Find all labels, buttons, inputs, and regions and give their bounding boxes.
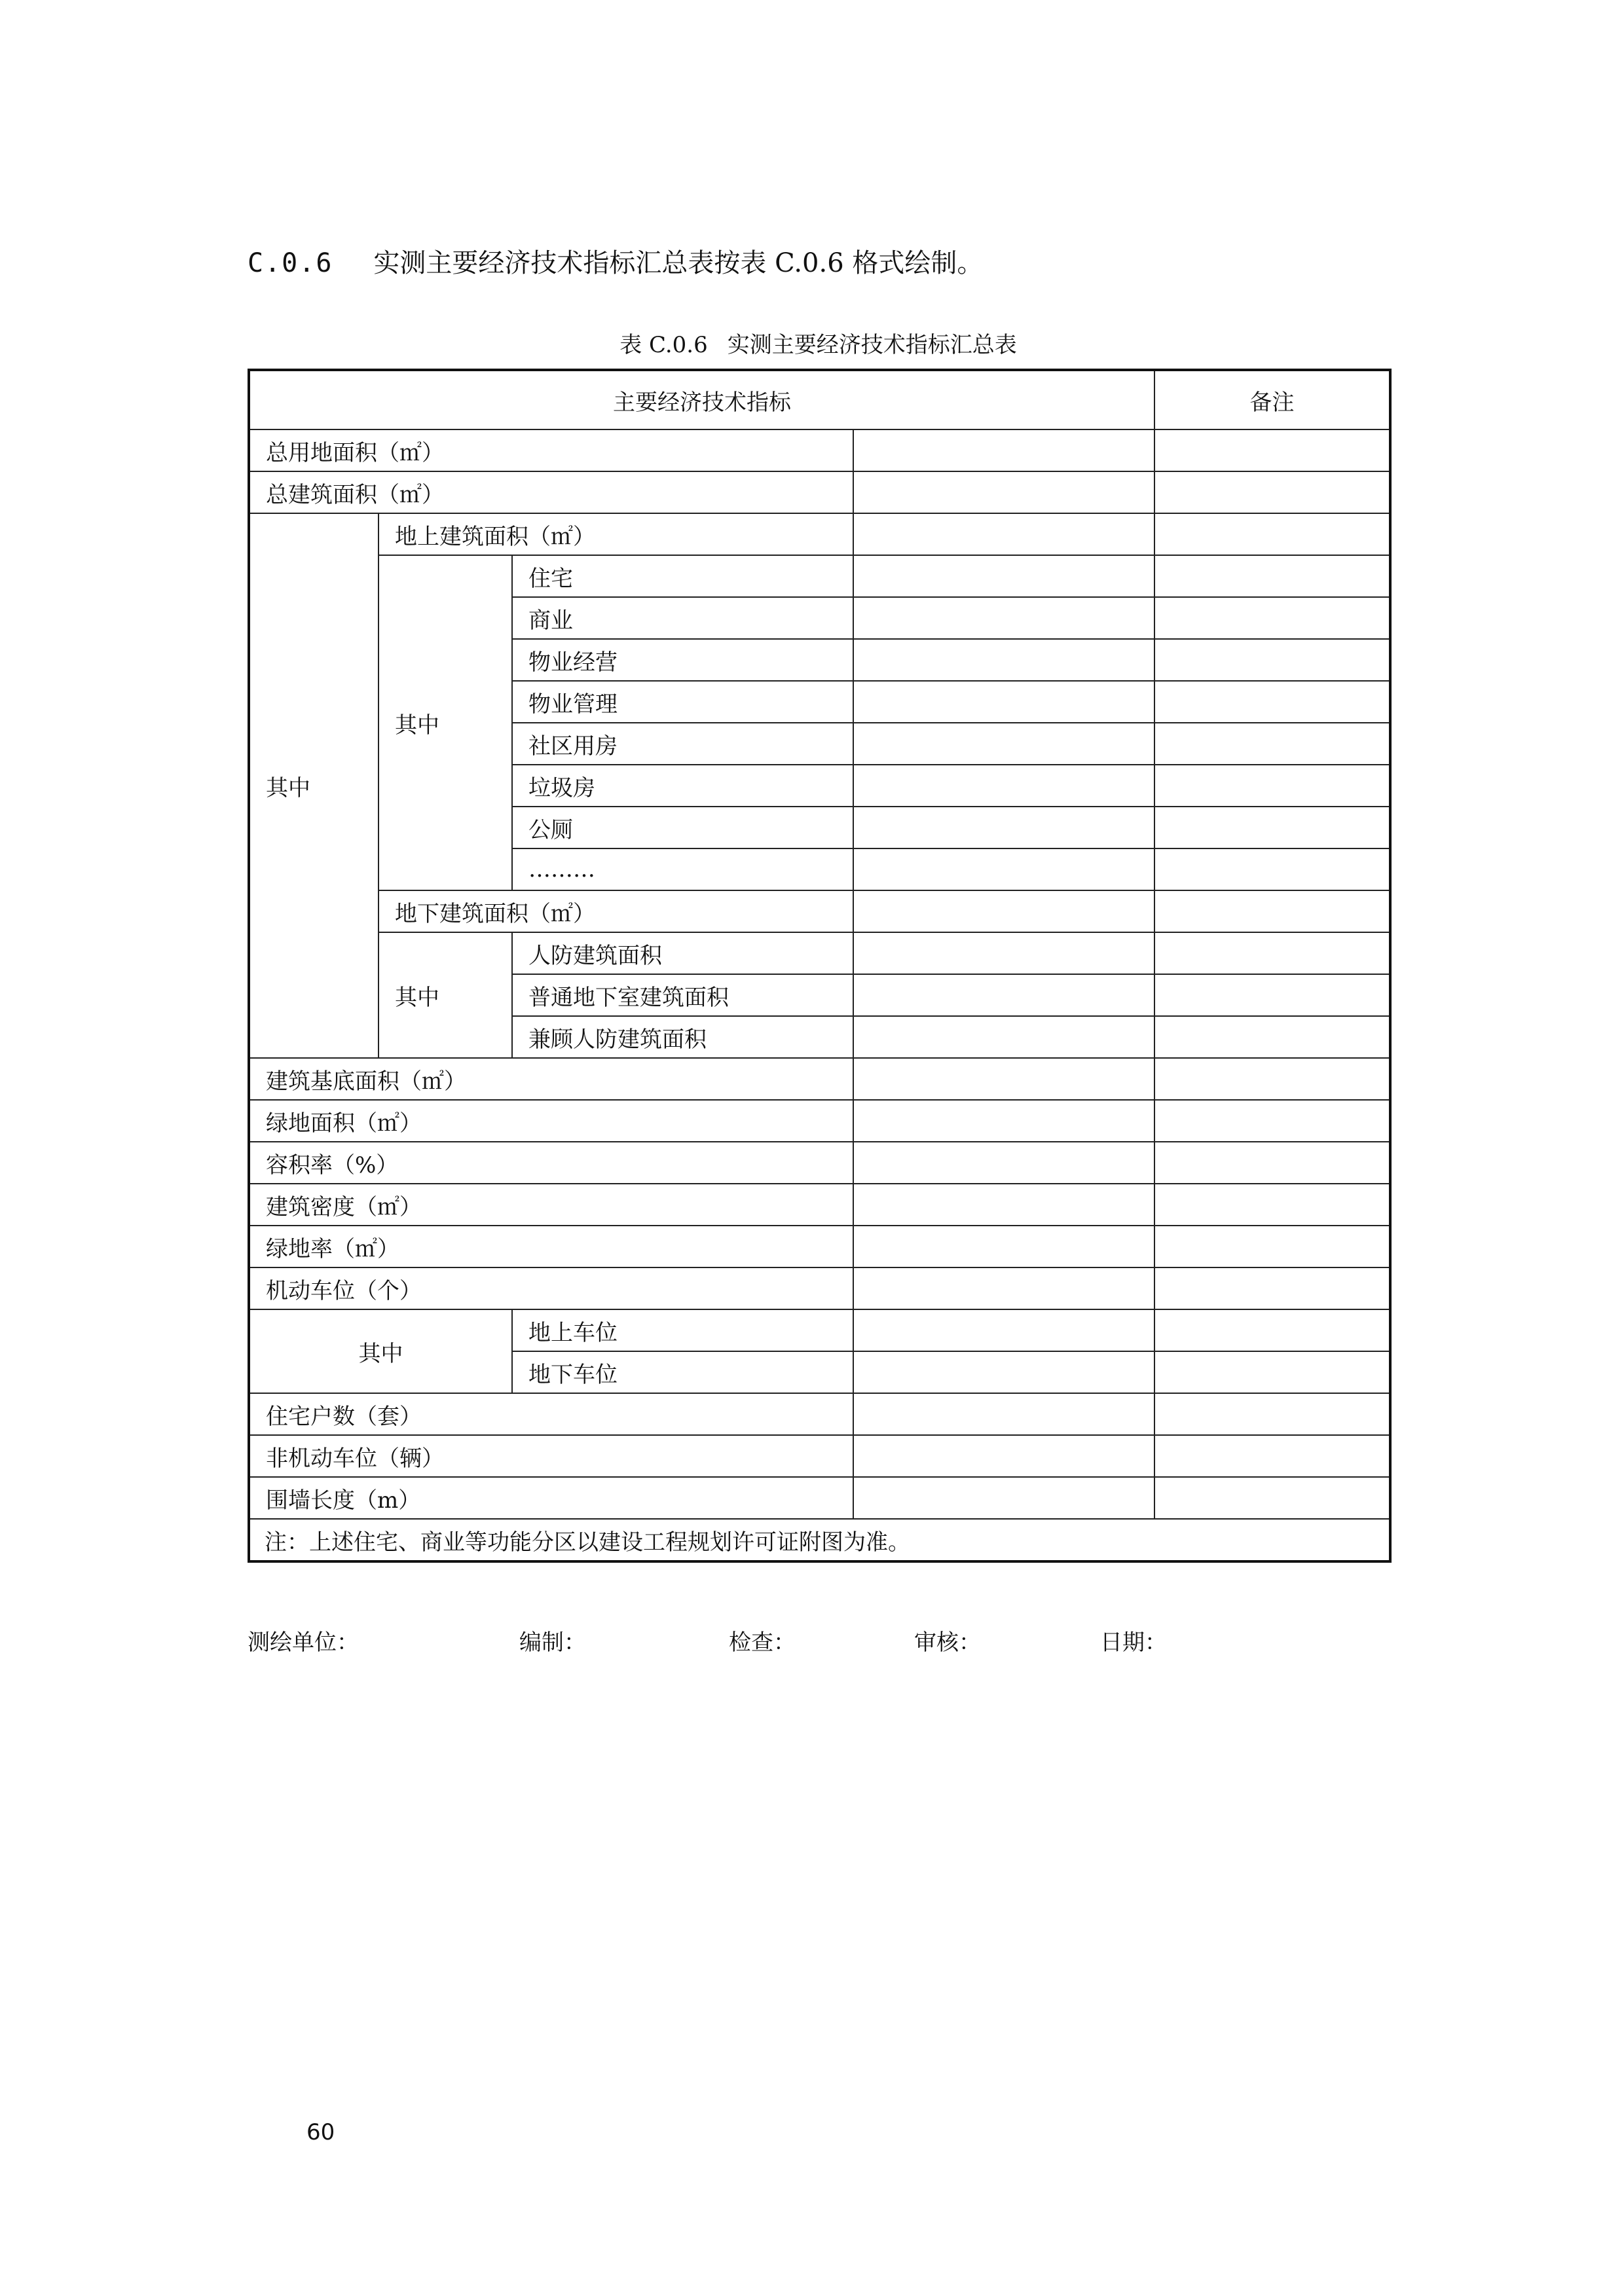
remark-cell <box>1154 723 1390 765</box>
row-label: 地上建筑面积（㎡） <box>378 513 853 555</box>
value-cell <box>853 555 1154 597</box>
value-cell <box>853 932 1154 974</box>
table-row <box>249 1058 1390 1100</box>
value-cell <box>853 1267 1154 1309</box>
table-row <box>249 1267 1390 1309</box>
remark-cell <box>1154 1393 1390 1435</box>
row-label: 公厕 <box>512 807 853 848</box>
row-label: 机动车位（个） <box>249 1267 853 1309</box>
row-label: 垃圾房 <box>512 765 853 807</box>
value-cell <box>853 681 1154 723</box>
value-cell <box>853 429 1154 471</box>
table-row <box>249 429 1390 471</box>
remark-cell <box>1154 1351 1390 1393</box>
table-note: 注：上述住宅、商业等功能分区以建设工程规划许可证附图为准。 <box>249 1519 1390 1561</box>
row-label: 建筑基底面积（㎡） <box>249 1058 853 1100</box>
remark-cell <box>1154 807 1390 848</box>
remark-cell <box>1154 471 1390 513</box>
header-indicator: 主要经济技术指标 <box>249 370 1154 429</box>
value-cell <box>853 597 1154 639</box>
table-row <box>249 1226 1390 1267</box>
value-cell <box>853 1393 1154 1435</box>
remark-cell <box>1154 429 1390 471</box>
section-text: 实测主要经济技术指标汇总表按表 C.0.6 格式绘制。 <box>373 248 984 278</box>
value-cell <box>853 807 1154 848</box>
group-label: 其中 <box>249 513 378 1058</box>
value-cell <box>853 1435 1154 1477</box>
table-note-row <box>249 1519 1390 1561</box>
date-label: 日期： <box>1100 1630 1167 1656</box>
checked-by-label: 检查： <box>729 1630 796 1656</box>
row-label: 兼顾人防建筑面积 <box>512 1016 853 1058</box>
table-row <box>249 1100 1390 1142</box>
reviewed-by-label: 审核： <box>914 1630 981 1656</box>
row-label: 住宅户数（套） <box>249 1393 853 1435</box>
remark-cell <box>1154 1142 1390 1184</box>
signature-row <box>0 1626 1624 1659</box>
value-cell <box>853 1058 1154 1100</box>
parking-group-label: 其中 <box>249 1309 512 1393</box>
row-label: 建筑密度（㎡） <box>249 1184 853 1226</box>
table-row <box>249 555 1390 597</box>
row-label: 普通地下室建筑面积 <box>512 974 853 1016</box>
value-cell <box>853 1351 1154 1393</box>
table-row <box>249 513 1390 555</box>
value-cell <box>853 513 1154 555</box>
value-cell <box>853 765 1154 807</box>
section-heading <box>248 244 983 283</box>
section-number: C.0.6 <box>248 248 333 278</box>
remark-cell <box>1154 513 1390 555</box>
value-cell <box>853 1016 1154 1058</box>
remark-cell <box>1154 1267 1390 1309</box>
header-remarks: 备注 <box>1154 370 1390 429</box>
value-cell <box>853 1477 1154 1519</box>
value-cell <box>853 848 1154 890</box>
table-caption <box>248 329 1389 361</box>
remark-cell <box>1154 681 1390 723</box>
remark-cell <box>1154 1058 1390 1100</box>
table-caption-number: 表 C.0.6 <box>619 332 708 358</box>
row-label: ……… <box>512 848 853 890</box>
value-cell <box>853 1100 1154 1142</box>
remark-cell <box>1154 1477 1390 1519</box>
remark-cell <box>1154 1435 1390 1477</box>
value-cell <box>853 1184 1154 1226</box>
subgroup-label: 其中 <box>378 555 512 890</box>
table-row <box>249 932 1390 974</box>
table-row <box>249 1477 1390 1519</box>
remark-cell <box>1154 974 1390 1016</box>
remark-cell <box>1154 1016 1390 1058</box>
remark-cell <box>1154 848 1390 890</box>
table-row <box>249 1309 1390 1351</box>
row-label: 总建筑面积（㎡） <box>249 471 853 513</box>
prepared-by-label: 编制： <box>519 1630 586 1656</box>
surveying-unit-label: 测绘单位： <box>248 1630 359 1656</box>
row-label: 住宅 <box>512 555 853 597</box>
row-label: 绿地面积（㎡） <box>249 1100 853 1142</box>
row-label: 地下建筑面积（㎡） <box>378 890 853 932</box>
row-label: 绿地率（㎡） <box>249 1226 853 1267</box>
remark-cell <box>1154 639 1390 681</box>
row-label: 商业 <box>512 597 853 639</box>
table-caption-title: 实测主要经济技术指标汇总表 <box>727 332 1017 358</box>
value-cell <box>853 1142 1154 1184</box>
row-label: 地上车位 <box>512 1309 853 1351</box>
page-number: 60 <box>306 2119 335 2145</box>
remark-cell <box>1154 1309 1390 1351</box>
value-cell <box>853 890 1154 932</box>
table-row <box>249 1184 1390 1226</box>
row-label: 人防建筑面积 <box>512 932 853 974</box>
table-row <box>249 1435 1390 1477</box>
remark-cell <box>1154 1226 1390 1267</box>
table-row <box>249 1393 1390 1435</box>
remark-cell <box>1154 555 1390 597</box>
indicator-table <box>248 369 1392 1563</box>
subgroup-label: 其中 <box>378 932 512 1058</box>
value-cell <box>853 1309 1154 1351</box>
remark-cell <box>1154 890 1390 932</box>
row-label: 围墙长度（m） <box>249 1477 853 1519</box>
row-label: 非机动车位（辆） <box>249 1435 853 1477</box>
remark-cell <box>1154 932 1390 974</box>
value-cell <box>853 471 1154 513</box>
remark-cell <box>1154 1184 1390 1226</box>
remark-cell <box>1154 597 1390 639</box>
row-label: 社区用房 <box>512 723 853 765</box>
row-label: 容积率（%） <box>249 1142 853 1184</box>
table-row <box>249 890 1390 932</box>
value-cell <box>853 723 1154 765</box>
row-label: 总用地面积（㎡） <box>249 429 853 471</box>
value-cell <box>853 974 1154 1016</box>
remark-cell <box>1154 1100 1390 1142</box>
table-header-row <box>249 370 1390 429</box>
row-label: 物业经营 <box>512 639 853 681</box>
value-cell <box>853 639 1154 681</box>
row-label: 物业管理 <box>512 681 853 723</box>
table-row <box>249 1142 1390 1184</box>
remark-cell <box>1154 765 1390 807</box>
row-label: 地下车位 <box>512 1351 853 1393</box>
table-row <box>249 471 1390 513</box>
value-cell <box>853 1226 1154 1267</box>
